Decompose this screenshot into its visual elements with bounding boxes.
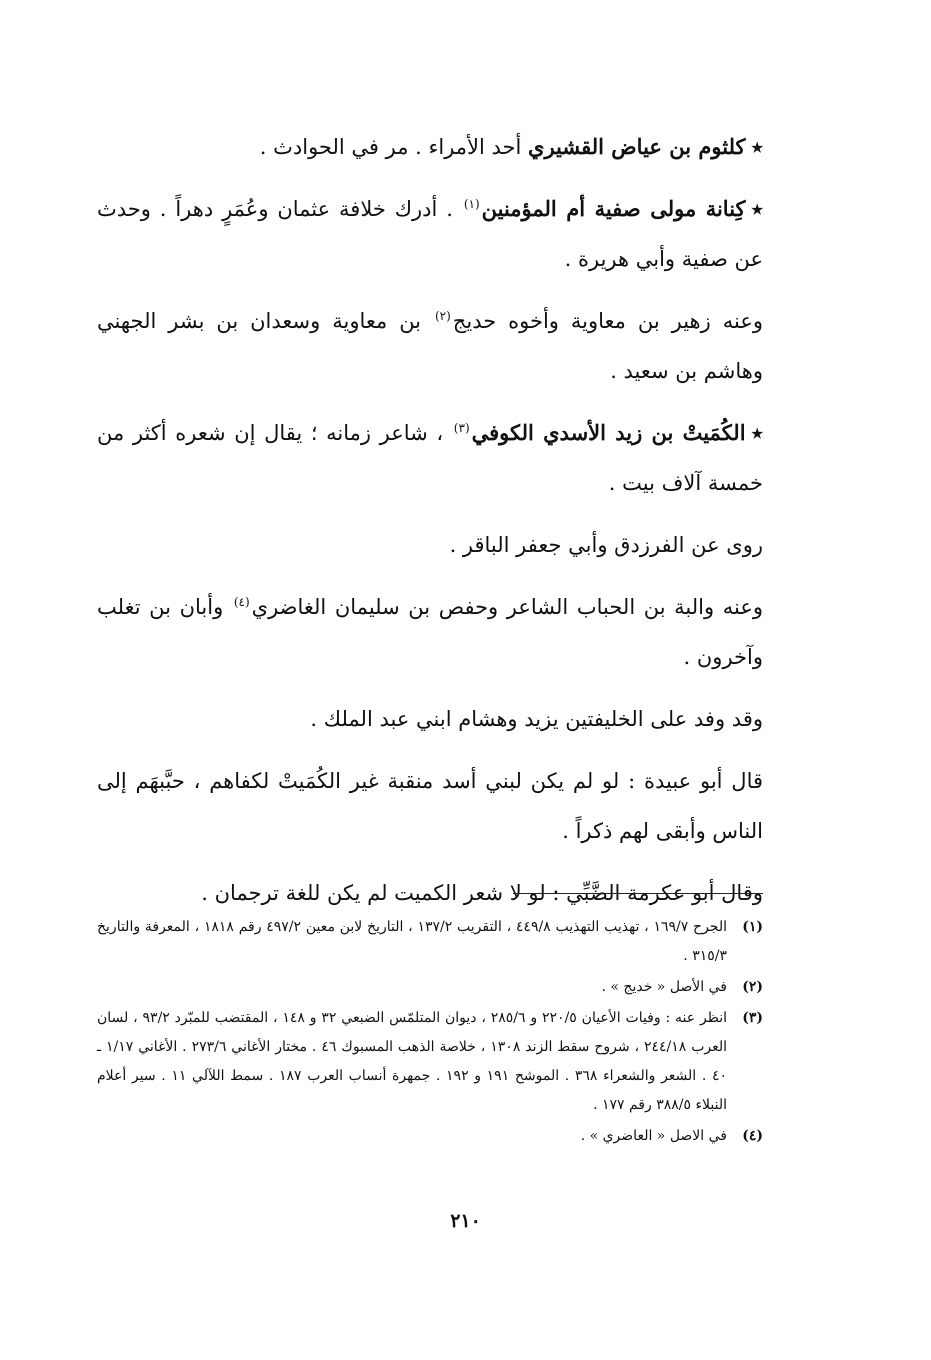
paragraph	[97, 694, 763, 744]
paragraph	[97, 756, 763, 856]
paragraph-text: روى عن الفرزدق وأبي جعفر الباقر .	[449, 533, 763, 557]
paragraph-text: وعنه زهير بن معاوية وأخوه حديج	[452, 309, 763, 333]
footnote-number: (٢)	[742, 979, 763, 995]
paragraph-text: بن معاوية وسعدان بن بشر الجهني وهاشم بن سعيد .	[97, 309, 763, 383]
entry-kinana	[97, 184, 763, 284]
paragraph-text: وقال أبو عكرمة الضَّبِّي : لو لا شعر الكميت لم يكن للغة ترجمان .	[201, 881, 763, 905]
entry-kulthum	[97, 122, 763, 172]
entry-kumait	[97, 408, 763, 508]
paragraph	[97, 296, 763, 396]
entry-star-icon: ٭	[751, 420, 763, 445]
entry-star-icon: ٭	[751, 196, 763, 221]
footnote-text: الجرح ١٦٩/٧ ، تهذيب التهذيب ٤٤٩/٨ ، التقريب ١٣٧/٢ ، التاريخ لابن معين ٤٩٧/٢ رقم ١٨١٨ ، المعرفة والتاريخ ٣١٥/٣ .	[97, 919, 727, 964]
paragraph	[97, 582, 763, 682]
paragraph-text: وعنه والبة بن الحباب الشاعر وحفص بن سليمان الغاضري	[251, 595, 764, 619]
paragraph-text: وأبان بن تغلب وآخرون .	[97, 595, 763, 669]
paragraph	[97, 520, 763, 570]
footnote	[97, 1004, 763, 1120]
footnote-text: في الأصل « خديج » .	[601, 979, 727, 995]
entry-heading: الكُمَيتْ بن زيد الأسدي الكوفي	[471, 420, 746, 445]
entry-text: . أدرك خلافة عثمان وعُمَرٍ دهراً . وحدث عن صفية وأبي هريرة .	[97, 197, 763, 271]
footnote-ref: (١)	[463, 197, 480, 211]
entry-star-icon: ٭	[751, 134, 763, 159]
main-text	[97, 122, 763, 930]
page-number: ٢١٠	[450, 1210, 481, 1232]
footnote-text: انظر عنه : وفيات الأعيان ٢٢٠/٥ و ٢٨٥/٦ ، ديوان المتلمّس الضبعي ٣٢ و ١٤٨ ، المقتضب للمبّرد ٩٣/٢ ، لسان العرب ٢٤٤/١٨ ، شروح سقط الزند ١٣٠٨ ، خلاصة الذهب المسبوك ٤٦ . مختار الأغاني ٢٧٣/٦ . الأغاني ١/١٧ ـ ٤٠ . الشعر والشعراء ٣٦٨ . الموشح ١٩١ و ١٩٢ . جمهرة أنساب العرب ١٨٧ . سمط اللآلي ١١ . سير أعلام النبلاء ٣٨٨/٥ رقم ١٧٧ .	[97, 1010, 728, 1113]
entry-heading: كلثوم بن عياض القشيري	[528, 134, 746, 159]
footnote-ref: (٤)	[233, 595, 250, 609]
footnote-divider	[513, 893, 763, 894]
footnote	[97, 1122, 763, 1151]
paragraph-text: قال أبو عبيدة : لو لم يكن لبني أسد منقبة غير الكُمَيتْ لكفاهم ، حبَّبهَم إلى الناس وأبقى لهم ذكراً .	[97, 769, 763, 843]
footnote-number: (١)	[742, 919, 763, 935]
entry-heading: كِنانة مولى صفية أم المؤمنين	[481, 196, 746, 221]
footnote-number: (٣)	[742, 1010, 763, 1026]
paragraph-text: وقد وفد على الخليفتين يزيد وهشام ابني عبد الملك .	[310, 707, 763, 731]
footnote	[97, 973, 763, 1002]
entry-text: ، شاعر زمانه ؛ يقال إن شعره أكثر من خمسة آلاف بيت .	[97, 421, 763, 495]
footnote-ref: (٣)	[453, 421, 470, 435]
footnote-number: (٤)	[742, 1128, 763, 1144]
footnote	[97, 913, 763, 971]
footnote-ref: (٢)	[434, 309, 451, 323]
footnotes	[97, 913, 763, 1153]
footnote-text: في الاصل « العاضري » .	[580, 1128, 727, 1144]
entry-text: أحد الأمراء . مر في الحوادث .	[259, 135, 529, 159]
